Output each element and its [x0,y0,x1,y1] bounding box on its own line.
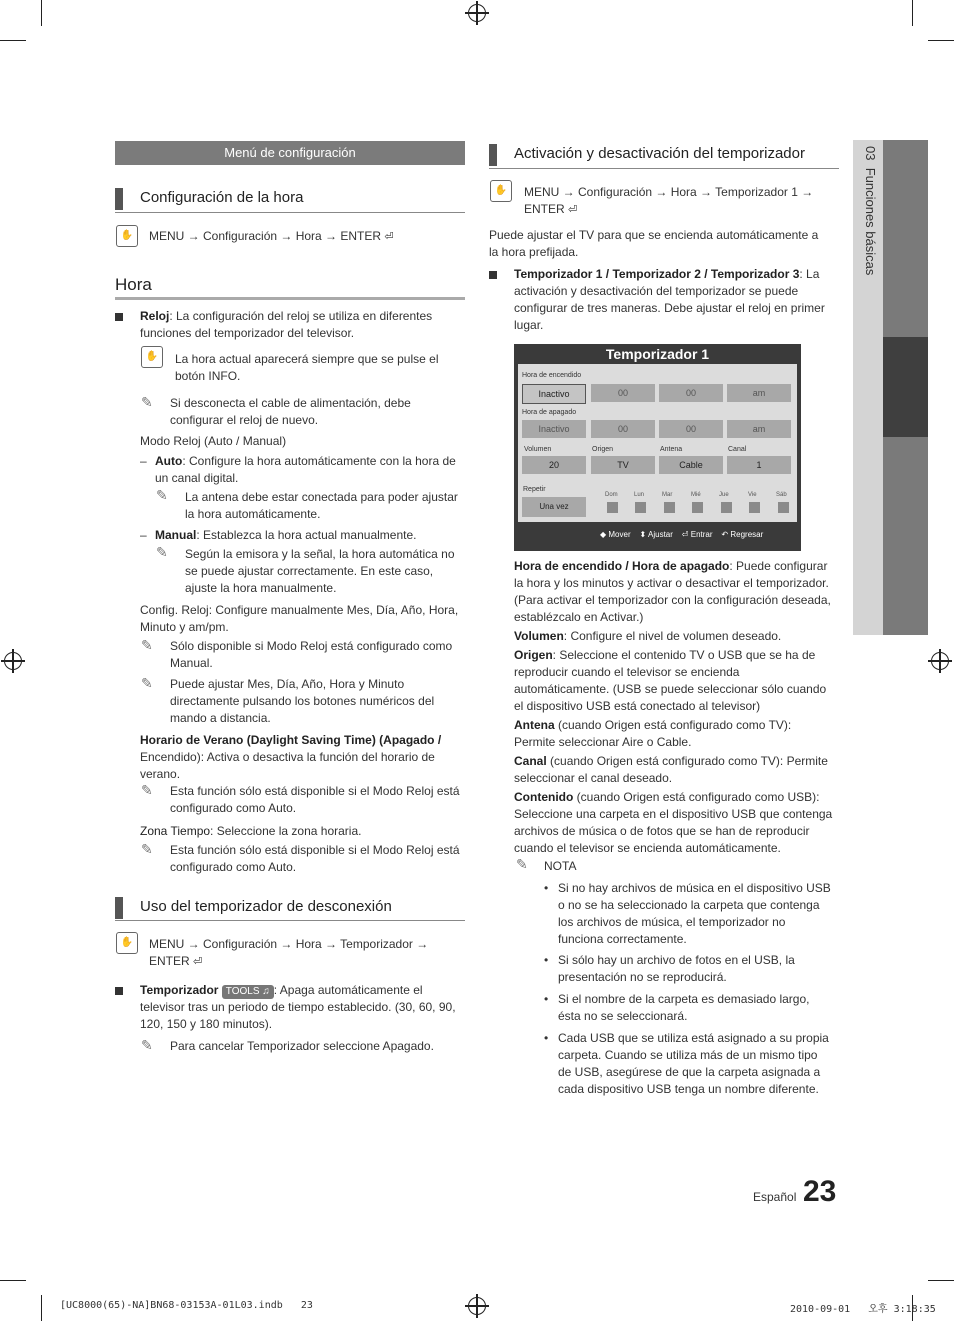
chapter-tab [883,140,928,337]
channel-label: Canal [728,446,747,453]
heading-underline [115,920,465,921]
off-time-label: Hora de apagado [522,409,577,416]
enter-icon: ⏎ [568,204,578,216]
text-volumen: : Configure el nivel de volumen deseado. [563,629,782,643]
paragraph-hora-encendido [514,558,836,626]
chapter-number: 03 [863,146,878,161]
heading-temporizador-desconexion [115,897,465,921]
term-temporizador: Temporizador [140,983,219,997]
crop-mark [912,0,913,26]
enter-icon: ⏎ [384,231,394,243]
bullet-square [115,313,123,321]
heading-configuracion-hora [115,188,465,212]
osd-panel [518,364,797,522]
day-label: Mié [691,492,701,498]
note-manual: Según la emisora y la señal, la hora automática no se puede ajustar correctamente. En este caso, ajuste la hora manualmente. [185,547,455,595]
term-volumen: Volumen [514,629,564,643]
day-label: Vie [748,492,757,498]
verano-line-1: Horario de Verano (Daylight Saving Time) (Apagado / [140,733,442,747]
registration-mark-icon [468,4,486,22]
note-pencil-icon: ✎ [141,675,153,691]
day-checkbox[interactable] [607,502,618,513]
move-icon: ◆ [600,530,607,539]
return-icon: ↶ [721,530,729,539]
note-auto: La antena debe estar conectada para poder ajustar la hora automáticamente. [185,490,458,521]
paragraph-verano [140,732,465,783]
term-zona: Zona Tiempo [140,824,211,838]
day-label: Sáb [776,492,787,498]
day-label: Mar [662,492,673,498]
note-pencil-icon: ✎ [156,544,168,560]
day-checkbox[interactable] [778,502,789,513]
term-timers: Temporizador 1 / Temporizador 2 / Temporizador 3 [514,267,800,281]
term-origen: Origen [514,648,553,662]
chapter-title: Funciones básicas [863,167,878,276]
antenna-label: Antena [660,446,683,453]
on-time-minute[interactable]: 00 [659,384,723,402]
nota-title: NOTA [544,859,577,873]
paragraph-reloj [140,308,462,342]
note-pencil-icon: ✎ [141,782,153,798]
term-antena: Antena [514,718,555,732]
menu-path [149,228,469,246]
menu-path [524,184,844,219]
registration-mark-icon [468,1297,486,1315]
paragraph-timers [514,266,839,334]
text-temporizador-2: televisor tras un periodo de tiempo establecido. (30, 60, 90, [140,1000,456,1014]
verano-line-3: verano. [140,767,181,781]
note-config-2: Puede ajustar Mes, Día, Año, Hora y Minuto directamente pulsando los botones numéricos del mando a distancia. [170,677,435,725]
channel-value[interactable]: 1 [727,456,791,474]
paragraph-canal [514,753,834,787]
crop-mark [928,1280,954,1281]
nota-item: Cada USB que se utiliza está asignado a su propia carpeta. Cuando se utiliza más de un mismo tipo de USB, asegúrese de que la carpeta asignada a cada dispositivo USB tenga un nombre diferente. [558,1031,829,1096]
remote-icon: ✋ [141,346,163,368]
crop-mark [41,1295,42,1321]
heading-underline [115,297,465,300]
osd-title: Temporizador 1 [605,346,710,362]
text-manual: : Establezca la hora actual manualmente. [196,528,417,542]
term-manual: Manual [155,528,197,542]
crop-mark [0,40,26,41]
remote-icon: ✋ [490,180,512,202]
note-cable: Si desconecta el cable de alimentación, debe configurar el reloj de nuevo. [170,396,411,427]
note-temporizador: Para cancelar Temporizador seleccione Apagado. [170,1039,434,1053]
heading-text: Configuración de la hora [140,189,304,206]
bullet-dot: • [544,953,549,967]
menu-header-title: Menú de configuración [224,145,356,160]
nota-item: Si el nombre de la carpeta es demasiado largo, ésta no se seleccionará. [558,992,810,1023]
dash: – [140,454,147,468]
osd-footer [600,530,763,539]
antenna-value[interactable]: Cable [659,456,723,474]
term-hora: Hora de encendido / Hora de apagado [514,559,730,573]
paragraph-antena [514,717,834,751]
text-temporizador-3: 120, 150 y 180 minutos). [140,1017,273,1031]
timer-osd [514,344,801,551]
note-pencil-icon: ✎ [141,1037,153,1053]
modo-reloj-title: Modo Reloj (Auto / Manual) [140,434,287,448]
bullet-dot: • [544,1031,549,1045]
remote-icon: ✋ [116,932,138,954]
heading-marker [115,897,123,919]
nota-item: Si no hay archivos de música en el dispositivo USB o no se ha seleccionado la carpeta que contenga los archivos de música, el temporizador no funciona correctamente. [558,881,831,946]
off-time-ampm[interactable]: am [727,420,791,438]
bullet-dot: • [544,992,549,1006]
on-time-toggle[interactable]: Inactivo [522,384,586,404]
term-reloj: Reloj [140,309,170,323]
chapter-tab [883,437,928,635]
text-hora: : Puede configurar la hora y los minutos y activar o desactivar el temporizador. (Para activar el temporizador con la configuración deseada, establézcalo en Activar.) [514,559,831,624]
repeat-value[interactable]: Una vez [522,497,586,517]
on-time-label: Hora de encendido [522,372,582,379]
menu-path-line-1: MENU → Configuración → Hora → Temporizador → [149,937,429,951]
sidebar-chapter-label [852,146,884,346]
note-pencil-icon: ✎ [516,856,528,872]
footer-return: Regresar [730,530,764,539]
on-time-ampm[interactable]: am [727,384,791,402]
enter-icon: ⏎ [193,956,203,968]
tools-label: TOOLS [225,986,260,997]
paragraph-zona [140,823,465,840]
registration-mark-icon [4,652,22,670]
footer-move: Mover [608,530,631,539]
volume-value[interactable]: 20 [522,456,586,474]
note-pencil-icon: ✎ [141,637,153,653]
heading-text: Activación y desactivación del temporizador [514,145,805,162]
tools-badge: TOOLS ♫ [222,985,274,999]
note-pencil-icon: ✎ [141,394,153,410]
crop-mark [0,1280,26,1281]
heading-hora-text: Hora [115,275,152,294]
heading-text: Uso del temporizador de desconexión [140,898,392,915]
text-canal: (cuando Origen está configurado como TV): Permite seleccionar el canal deseado. [514,754,828,785]
heading-marker [489,144,497,166]
source-label: Origen [592,446,614,453]
off-time-toggle[interactable]: Inactivo [522,420,586,438]
day-checkbox[interactable] [721,502,732,513]
verano-line-2: Encendido): Activa o desactiva la función del horario de [140,750,435,764]
day-label: Lun [634,492,645,498]
text-zona: : Seleccione la zona horaria. [210,824,362,838]
menu-path-text: MENU → Configuración → Hora → ENTER [149,229,382,243]
bullet-dot: • [544,881,549,895]
section-header-bar [115,141,465,165]
adjust-icon: ⬍ [639,530,647,539]
paragraph-temporizador [140,982,465,1033]
bullet-square [489,271,497,279]
text-temporizador-1: : Apaga automáticamente el [273,983,423,997]
term-contenido: Contenido [514,790,574,804]
source-value[interactable]: TV [591,456,655,474]
repeat-label: Repetir [523,486,546,493]
note-pencil-icon: ✎ [156,487,168,503]
off-time-minute[interactable]: 00 [659,420,723,438]
footer-enter: Entrar [690,530,713,539]
paragraph-origen [514,647,834,715]
dash: – [140,528,147,542]
volume-label: Volumen [524,446,552,453]
term-auto: Auto [155,454,183,468]
heading-underline [489,168,839,169]
text-contenido: (cuando Origen está configurado como USB): Seleccione una carpeta en el dispositivo USB que contenga archivos de música o de fotos que se han de reproducir cuando el televisor se encienda automáticamente. [514,790,833,855]
bullet-square [115,987,123,995]
nota-item: Si sólo hay un archivo de fotos en el USB, la presentación no se reproducirá. [558,953,795,984]
menu-path-line-2: ENTER [524,202,565,216]
text-timers: : La activación y desactivación del temporizador se puede configurar de tres maneras. Debe ajustar el reloj en primer lugar. [514,267,825,332]
paragraph-contenido [514,789,834,857]
heading-underline [115,212,465,213]
enter-icon: ⏎ [681,530,689,539]
paragraph-config-reloj [140,602,465,636]
remote-icon: ✋ [116,225,138,247]
day-checkbox[interactable] [664,502,675,513]
day-checkbox[interactable] [692,502,703,513]
crop-mark [928,40,954,41]
heading-activacion [489,144,839,168]
text-origen: : Seleccione el contenido TV o USB que se ha de reproducir cuando el televisor se encienda automáticamente. (USB se puede seleccionar sólo cuando el dispositivo USB está conectado al televisor) [514,648,827,713]
chapter-tab-active [883,337,928,437]
note-config-1: Sólo disponible si Modo Reloj está configurado como Manual. [170,639,453,670]
heading-hora [115,275,152,295]
paragraph-intro: Puede ajustar el TV para que se encienda automáticamente a la hora prefijada. [489,228,819,259]
note-info: La hora actual aparecerá siempre que se pulse el botón INFO. [175,352,439,383]
on-time-hour[interactable]: 00 [591,384,655,402]
text-auto: : Configure la hora automáticamente con la hora de un canal digital. [155,454,456,485]
page-number: 23 [803,1175,837,1208]
note-verano: Esta función sólo está disponible si el Modo Reloj está configurado como Auto. [170,784,460,815]
paragraph-volumen [514,628,836,645]
menu-path [149,936,469,971]
day-label: Dom [605,492,618,498]
note-pencil-icon: ✎ [141,841,153,857]
print-file-info: [UC8000(65)-NA]BN68-03153A-01L03.indb 23 [60,1300,313,1311]
menu-path-line-2: ENTER [149,954,190,968]
term-canal: Canal [514,754,547,768]
note-zona: Esta función sólo está disponible si el Modo Reloj está configurado como Auto. [170,843,460,874]
paragraph-manual [155,527,465,544]
off-time-hour[interactable]: 00 [591,420,655,438]
day-checkbox[interactable] [749,502,760,513]
day-checkbox[interactable] [635,502,646,513]
day-label: Jue [719,492,729,498]
print-date: 2010-09-01 오후 3:18:35 [790,1304,936,1315]
config-line-1: Config. Reloj: Configure manualmente Mes, Día, Año, Hora, [140,603,459,617]
page-language: Español [753,1190,797,1204]
text-antena: (cuando Origen está configurado como TV): Permite seleccionar Aire o Cable. [514,718,792,749]
paragraph-auto [155,453,465,487]
footer-adjust: Ajustar [648,530,673,539]
registration-mark-icon [931,652,949,670]
menu-path-line-1: MENU → Configuración → Hora → Temporizador 1 → [524,185,814,199]
crop-mark [41,0,42,26]
config-line-2: Minuto y am/pm. [140,620,229,634]
text-reloj: : La configuración del reloj se utiliza en diferentes funciones del temporizador del televisor. [140,309,433,340]
heading-marker [115,188,123,210]
